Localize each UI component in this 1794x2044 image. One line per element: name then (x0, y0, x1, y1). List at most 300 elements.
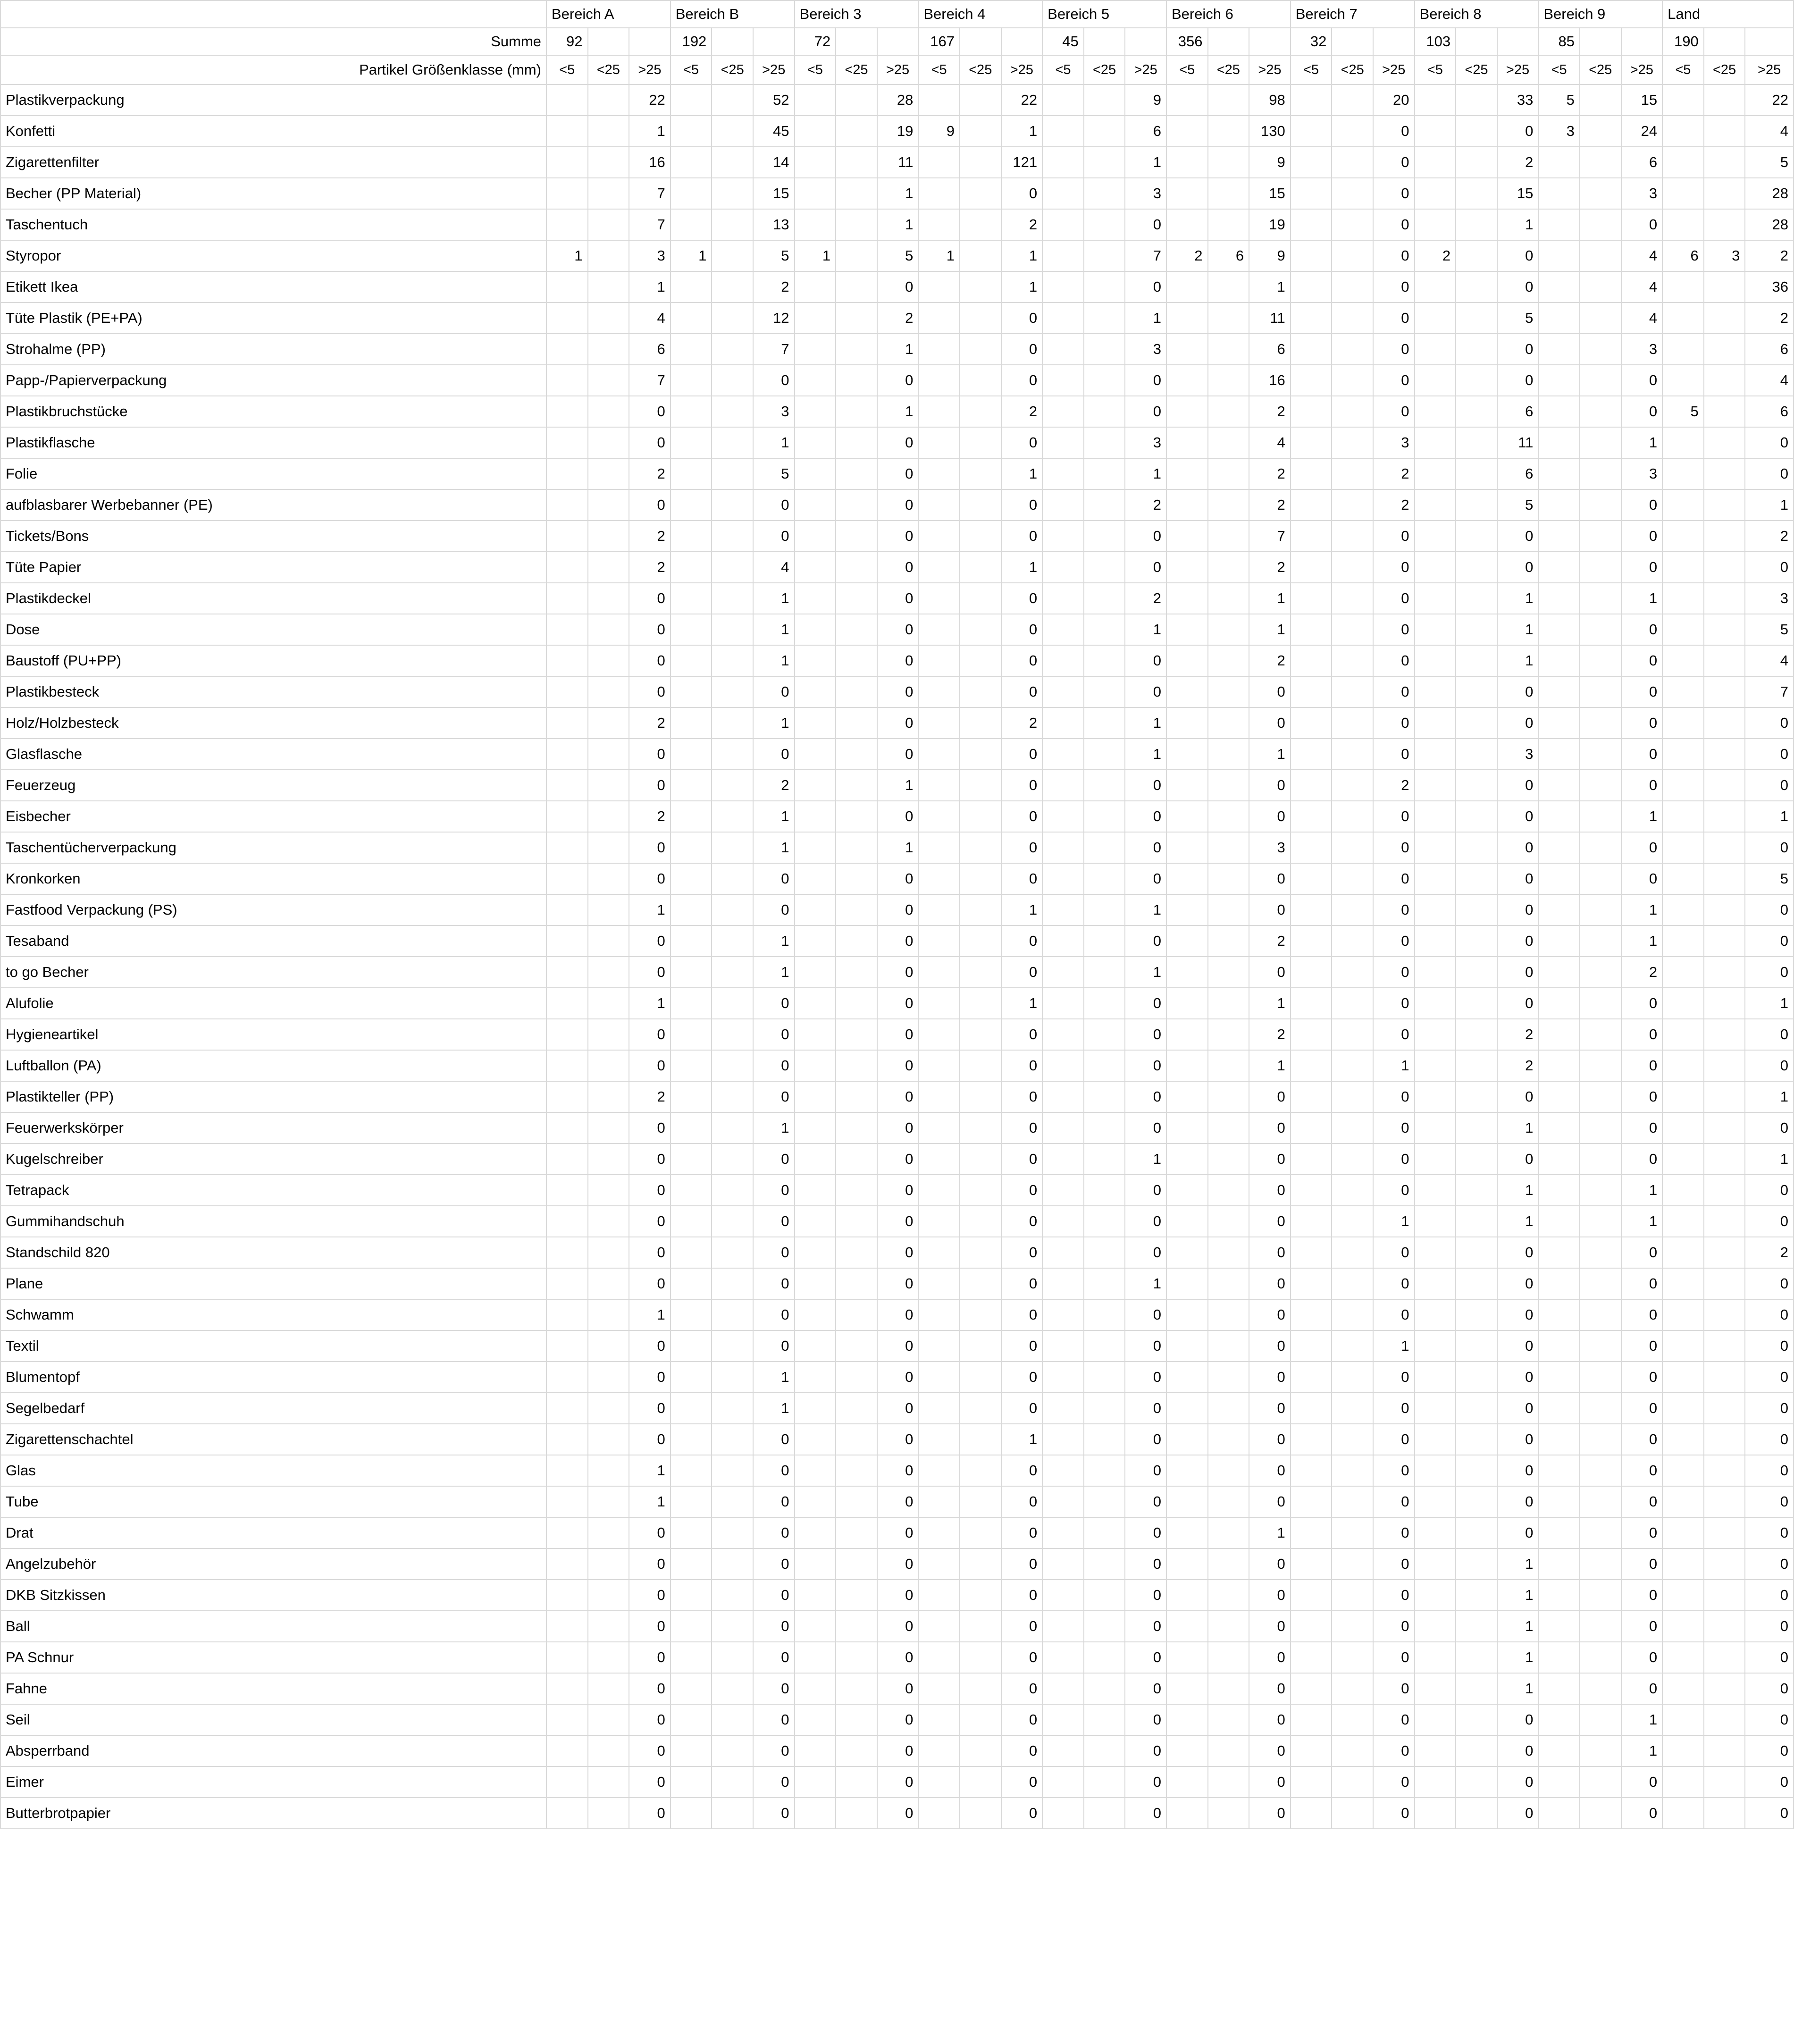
data-cell (712, 84, 753, 116)
data-cell: 0 (1497, 1704, 1539, 1735)
data-cell (1662, 1486, 1704, 1517)
row-label: Textil (0, 1330, 546, 1362)
data-cell: 2 (1373, 458, 1415, 489)
data-cell (1456, 396, 1497, 427)
data-cell: 5 (1497, 489, 1539, 521)
summe-spacer-cell (1125, 28, 1166, 55)
data-cell (1042, 1673, 1084, 1704)
data-cell (1456, 770, 1497, 801)
data-cell (1456, 178, 1497, 209)
data-cell: 1 (877, 832, 919, 863)
data-cell (795, 770, 836, 801)
data-cell: 0 (877, 707, 919, 739)
data-cell: 52 (753, 84, 795, 116)
data-cell: 7 (1745, 676, 1794, 707)
data-cell (1704, 1517, 1745, 1548)
data-cell: 0 (1373, 894, 1415, 925)
data-cell (918, 178, 960, 209)
data-cell (588, 1424, 629, 1455)
data-cell: 0 (753, 1673, 795, 1704)
data-cell: 1 (1373, 1330, 1415, 1362)
data-cell: 0 (877, 1580, 919, 1611)
data-cell (1662, 801, 1704, 832)
data-cell: 16 (1249, 365, 1291, 396)
data-cell (546, 925, 588, 957)
data-cell: 2 (1249, 489, 1291, 521)
data-cell (671, 1237, 712, 1268)
data-cell (918, 957, 960, 988)
data-cell: 0 (877, 458, 919, 489)
data-cell (1456, 894, 1497, 925)
table-row (0, 988, 1794, 1019)
data-cell: 0 (1001, 1393, 1043, 1424)
data-cell (918, 489, 960, 521)
data-cell (1084, 1237, 1125, 1268)
data-cell (836, 116, 877, 147)
data-cell (546, 1517, 588, 1548)
data-cell (1084, 1175, 1125, 1206)
data-cell (836, 1486, 877, 1517)
data-cell (836, 832, 877, 863)
data-cell (712, 1642, 753, 1673)
data-cell (1704, 1798, 1745, 1829)
size-class-header: <5 (546, 55, 588, 84)
data-cell (1538, 1642, 1580, 1673)
data-cell (588, 1704, 629, 1735)
data-cell: 0 (753, 1144, 795, 1175)
data-cell (1084, 1019, 1125, 1050)
data-cell (1208, 801, 1249, 832)
data-cell: 0 (1621, 1611, 1663, 1642)
data-cell (1084, 178, 1125, 209)
data-cell (960, 1798, 1001, 1829)
data-cell (546, 84, 588, 116)
data-cell (918, 1580, 960, 1611)
data-cell (1332, 1393, 1373, 1424)
data-cell: 0 (877, 489, 919, 521)
data-cell (1580, 521, 1621, 552)
data-cell: 0 (877, 521, 919, 552)
data-cell (960, 1424, 1001, 1455)
data-cell: 1 (1125, 707, 1166, 739)
data-cell (795, 552, 836, 583)
data-cell: 0 (877, 1144, 919, 1175)
data-cell (1704, 1050, 1745, 1081)
data-cell (836, 707, 877, 739)
data-cell (671, 614, 712, 645)
table-row (0, 427, 1794, 458)
data-cell (1332, 458, 1373, 489)
table-row (0, 1362, 1794, 1393)
data-cell (1084, 1424, 1125, 1455)
data-cell (712, 770, 753, 801)
data-cell: 0 (629, 1237, 671, 1268)
data-cell: 0 (1001, 1486, 1043, 1517)
data-cell (1166, 521, 1208, 552)
data-cell: 0 (1745, 1393, 1794, 1424)
data-cell: 7 (753, 334, 795, 365)
data-cell: 0 (1373, 1144, 1415, 1175)
data-cell (918, 1081, 960, 1112)
data-cell (1166, 770, 1208, 801)
data-cell (918, 521, 960, 552)
data-cell (1538, 1611, 1580, 1642)
data-cell: 0 (1497, 894, 1539, 925)
data-cell: 1 (1001, 271, 1043, 303)
table-row (0, 925, 1794, 957)
data-cell: 1 (1373, 1206, 1415, 1237)
data-cell (1415, 458, 1456, 489)
summe-spacer-cell (588, 28, 629, 55)
data-cell (1538, 1393, 1580, 1424)
data-cell (1042, 178, 1084, 209)
data-cell (1704, 925, 1745, 957)
data-cell (1662, 1268, 1704, 1299)
data-cell (1538, 894, 1580, 925)
data-cell: 1 (753, 1393, 795, 1424)
data-cell: 0 (877, 1112, 919, 1144)
data-cell: 3 (1373, 427, 1415, 458)
data-cell (795, 116, 836, 147)
data-cell: 2 (629, 521, 671, 552)
data-cell: 0 (1373, 583, 1415, 614)
data-cell (1415, 427, 1456, 458)
data-cell (836, 458, 877, 489)
data-cell (1704, 303, 1745, 334)
data-cell (1291, 240, 1332, 271)
data-cell (1084, 240, 1125, 271)
row-label: Feuerzeug (0, 770, 546, 801)
data-cell (1291, 1798, 1332, 1829)
data-cell (588, 707, 629, 739)
data-cell (1332, 863, 1373, 894)
table-row (0, 1673, 1794, 1704)
data-cell (1042, 1299, 1084, 1330)
row-label: Fastfood Verpackung (PS) (0, 894, 546, 925)
data-cell (1415, 801, 1456, 832)
data-cell: 0 (1745, 1424, 1794, 1455)
data-cell: 1 (1621, 894, 1663, 925)
table-row (0, 1050, 1794, 1081)
data-cell (1084, 863, 1125, 894)
data-cell (588, 489, 629, 521)
data-cell: 5 (877, 240, 919, 271)
data-cell (712, 1019, 753, 1050)
data-cell (1456, 1175, 1497, 1206)
data-cell (588, 739, 629, 770)
size-class-header: <25 (960, 55, 1001, 84)
data-cell: 0 (1373, 957, 1415, 988)
data-cell (1042, 1517, 1084, 1548)
row-label: Baustoff (PU+PP) (0, 645, 546, 676)
data-cell (1415, 1642, 1456, 1673)
data-cell: 0 (1001, 1580, 1043, 1611)
data-cell: 1 (629, 1299, 671, 1330)
data-cell: 0 (1373, 1704, 1415, 1735)
data-cell (918, 334, 960, 365)
area-total-bereich-8: 103 (1415, 28, 1456, 55)
data-cell: 1 (629, 1455, 671, 1486)
data-cell (1291, 1766, 1332, 1798)
data-cell: 0 (1497, 271, 1539, 303)
data-cell: 0 (1745, 1299, 1794, 1330)
data-cell (588, 209, 629, 240)
data-cell (1538, 178, 1580, 209)
data-cell: 0 (1621, 1112, 1663, 1144)
data-cell: 0 (629, 1642, 671, 1673)
data-cell (1084, 832, 1125, 863)
data-cell (546, 770, 588, 801)
size-class-header: <5 (1415, 55, 1456, 84)
data-cell: 0 (1001, 1766, 1043, 1798)
data-cell (1291, 1580, 1332, 1611)
data-cell (960, 458, 1001, 489)
data-cell: 4 (1621, 240, 1663, 271)
data-cell: 0 (1125, 832, 1166, 863)
data-cell (836, 1206, 877, 1237)
data-cell: 1 (1125, 739, 1166, 770)
data-cell: 36 (1745, 271, 1794, 303)
data-cell (1291, 1112, 1332, 1144)
data-cell: 1 (1125, 1144, 1166, 1175)
data-cell (836, 240, 877, 271)
data-cell (960, 1548, 1001, 1580)
data-cell (546, 1548, 588, 1580)
data-cell (1662, 1206, 1704, 1237)
data-cell: 0 (1497, 552, 1539, 583)
data-cell (960, 739, 1001, 770)
data-cell: 0 (1621, 1330, 1663, 1362)
data-cell (918, 458, 960, 489)
data-cell: 0 (1497, 240, 1539, 271)
data-cell (1042, 1237, 1084, 1268)
data-cell (1084, 925, 1125, 957)
data-cell: 0 (1249, 957, 1291, 988)
data-cell: 0 (1497, 521, 1539, 552)
data-cell (546, 801, 588, 832)
data-cell (1704, 863, 1745, 894)
data-cell (960, 1673, 1001, 1704)
data-cell: 0 (1745, 832, 1794, 863)
data-cell: 4 (1621, 303, 1663, 334)
data-cell: 4 (753, 552, 795, 583)
data-cell (712, 178, 753, 209)
data-cell (1456, 925, 1497, 957)
data-cell (1456, 957, 1497, 988)
data-cell (1042, 1362, 1084, 1393)
data-cell (1166, 147, 1208, 178)
data-cell (1291, 178, 1332, 209)
data-cell (1662, 489, 1704, 521)
data-cell (671, 489, 712, 521)
table-row (0, 707, 1794, 739)
data-cell (1166, 552, 1208, 583)
data-cell: 0 (1125, 1393, 1166, 1424)
data-cell: 98 (1249, 84, 1291, 116)
data-cell: 0 (877, 645, 919, 676)
data-cell (1042, 832, 1084, 863)
data-cell (671, 863, 712, 894)
data-cell: 0 (1001, 1330, 1043, 1362)
row-label: Ball (0, 1611, 546, 1642)
data-cell (671, 458, 712, 489)
data-cell (795, 1798, 836, 1829)
data-cell: 0 (1001, 334, 1043, 365)
data-cell: 2 (1249, 925, 1291, 957)
data-cell: 0 (629, 1144, 671, 1175)
data-cell (1291, 1735, 1332, 1766)
data-cell (960, 614, 1001, 645)
data-cell: 0 (753, 1611, 795, 1642)
data-cell: 0 (1621, 739, 1663, 770)
data-cell (960, 1486, 1001, 1517)
data-cell (588, 271, 629, 303)
data-cell (1291, 458, 1332, 489)
data-cell (1166, 1735, 1208, 1766)
data-cell: 0 (1745, 1112, 1794, 1144)
data-cell (1208, 1268, 1249, 1299)
data-cell (836, 303, 877, 334)
data-cell: 0 (629, 645, 671, 676)
data-cell (1580, 1268, 1621, 1299)
data-cell: 0 (1745, 894, 1794, 925)
data-cell: 0 (753, 1548, 795, 1580)
data-cell: 0 (1001, 178, 1043, 209)
data-cell (1332, 1766, 1373, 1798)
data-cell (1166, 1766, 1208, 1798)
data-cell (836, 1019, 877, 1050)
data-cell (1042, 739, 1084, 770)
data-cell (918, 1704, 960, 1735)
data-cell: 1 (753, 1362, 795, 1393)
data-cell: 2 (1373, 770, 1415, 801)
data-cell (1456, 147, 1497, 178)
size-class-header: <25 (836, 55, 877, 84)
data-cell (1662, 1081, 1704, 1112)
data-cell: 0 (1497, 1299, 1539, 1330)
data-cell: 7 (1125, 240, 1166, 271)
table-row (0, 1611, 1794, 1642)
data-cell (1538, 1798, 1580, 1829)
data-cell (1291, 770, 1332, 801)
row-label: Angelzubehör (0, 1548, 546, 1580)
data-cell (918, 1112, 960, 1144)
data-cell (918, 739, 960, 770)
data-cell: 1 (918, 240, 960, 271)
data-cell (671, 303, 712, 334)
data-cell (795, 178, 836, 209)
table-row (0, 957, 1794, 988)
data-cell: 0 (629, 1019, 671, 1050)
data-cell: 0 (1497, 863, 1539, 894)
data-cell (1208, 334, 1249, 365)
data-cell: 0 (753, 1580, 795, 1611)
data-cell: 0 (1249, 894, 1291, 925)
data-cell (1456, 1330, 1497, 1362)
data-cell (1538, 801, 1580, 832)
data-cell (1704, 1081, 1745, 1112)
data-cell (960, 84, 1001, 116)
data-cell (1662, 1704, 1704, 1735)
data-cell (1291, 1081, 1332, 1112)
data-cell (671, 396, 712, 427)
data-cell (918, 1330, 960, 1362)
area-total-bereich-6: 356 (1166, 28, 1208, 55)
data-cell: 0 (1373, 1580, 1415, 1611)
data-cell (918, 1175, 960, 1206)
data-cell (1704, 1486, 1745, 1517)
data-cell (1166, 1019, 1208, 1050)
summe-spacer-cell (712, 28, 753, 55)
data-cell: 3 (629, 240, 671, 271)
data-cell: 22 (1001, 84, 1043, 116)
data-cell (1538, 1517, 1580, 1548)
data-cell: 0 (629, 1517, 671, 1548)
data-cell: 0 (629, 832, 671, 863)
data-cell (960, 489, 1001, 521)
data-cell (795, 489, 836, 521)
data-cell: 0 (1125, 645, 1166, 676)
data-cell (918, 1237, 960, 1268)
data-cell (712, 147, 753, 178)
data-cell: 0 (1745, 1735, 1794, 1766)
data-cell (918, 84, 960, 116)
data-cell (1208, 739, 1249, 770)
data-cell (1084, 957, 1125, 988)
data-cell (1580, 489, 1621, 521)
data-cell (546, 1642, 588, 1673)
data-cell (1291, 739, 1332, 770)
data-cell: 0 (1497, 1517, 1539, 1548)
data-cell (671, 1704, 712, 1735)
data-cell (1456, 1050, 1497, 1081)
data-cell (960, 1081, 1001, 1112)
data-cell (671, 1455, 712, 1486)
data-cell (1704, 1330, 1745, 1362)
data-cell (795, 147, 836, 178)
summe-spacer-cell (877, 28, 919, 55)
data-cell (960, 801, 1001, 832)
data-cell: 0 (1001, 801, 1043, 832)
header-row-areas (0, 0, 1794, 28)
data-cell (1538, 925, 1580, 957)
data-cell: 0 (1249, 770, 1291, 801)
data-cell: 0 (1125, 1642, 1166, 1673)
data-cell (1208, 178, 1249, 209)
data-cell (1291, 1019, 1332, 1050)
data-cell (1538, 957, 1580, 988)
table-row (0, 583, 1794, 614)
data-cell (1208, 770, 1249, 801)
row-label: Plastikverpackung (0, 84, 546, 116)
data-cell: 0 (1249, 1144, 1291, 1175)
data-cell (1415, 676, 1456, 707)
data-cell (1415, 521, 1456, 552)
data-cell (712, 1517, 753, 1548)
data-cell: 0 (1249, 1798, 1291, 1829)
data-cell (1538, 552, 1580, 583)
data-cell: 0 (1373, 1798, 1415, 1829)
data-cell (1166, 1144, 1208, 1175)
data-cell: 0 (1001, 1798, 1043, 1829)
data-cell (1291, 271, 1332, 303)
size-class-header: <25 (1332, 55, 1373, 84)
data-cell (1704, 957, 1745, 988)
data-cell (918, 1517, 960, 1548)
data-cell (1456, 1455, 1497, 1486)
data-cell (918, 583, 960, 614)
data-cell: 0 (1621, 832, 1663, 863)
